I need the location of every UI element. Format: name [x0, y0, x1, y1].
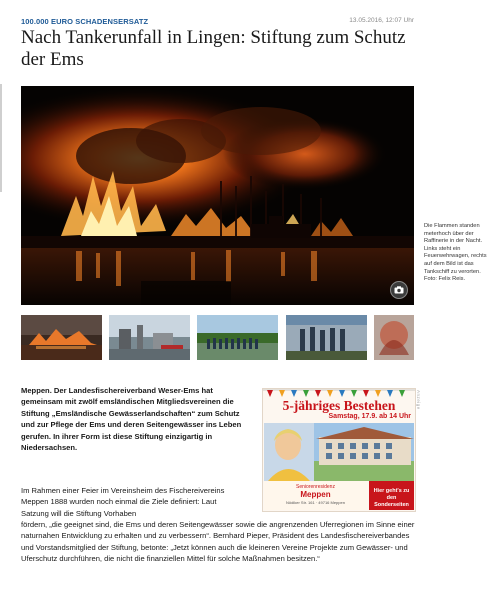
ad-subtitle: Samstag, 17.9. ab 14 Uhr — [328, 413, 411, 420]
ad-cta-label: Hier geht's zu den Sonderseiten — [373, 488, 410, 508]
ad-photo — [264, 423, 414, 481]
hero-image[interactable] — [21, 86, 414, 305]
article-body-intro: Im Rahmen einer Feier im Vereinsheim des Fischereivereins Meppen 1888 wurden noch einmal die Ziele definiert: Laut Satzung will die Stiftung Vorhaben — [21, 486, 225, 518]
thumbnail-1[interactable] — [21, 315, 102, 360]
bunting-decoration — [263, 389, 415, 398]
thumbnail-5[interactable] — [374, 315, 414, 360]
ad-residence-name: Meppen — [300, 490, 331, 499]
thumbnail-strip — [21, 315, 414, 361]
article-lead: Meppen. Der Landesfischereiverband Weser-Ems hat gemeinsam mit zwölf emsländischen Mitgliedsvereinen die Stiftung „Emsländische Gewässerlandschaften“ zum Schutz und zur Pflege der Ems und deren Seitengewässer ins Leben gerufen. In ihrer Form ist diese Stiftung einzigartig in Niedersachsen. — [21, 386, 242, 453]
side-scroll-indicator — [0, 84, 2, 192]
article-title: Nach Tankerunfall in Lingen: Stiftung zum Schutz der Ems — [21, 27, 406, 70]
article-date: 13.05.2016, 12:07 Uhr — [349, 17, 414, 24]
ad-title: 5-jähriges Bestehen — [282, 398, 396, 413]
gallery-button[interactable] — [390, 281, 408, 299]
article-kicker: 100.000 EURO SCHADENSERSATZ — [21, 17, 149, 26]
ad-cta-button[interactable] — [369, 481, 414, 510]
ad-residence-box — [264, 481, 367, 510]
ad-residence-label: Seniorenresidenz — [296, 484, 335, 490]
advertisement[interactable] — [262, 388, 416, 512]
thumbnail-3[interactable] — [197, 315, 278, 360]
ad-label: Anzeige — [416, 390, 421, 410]
camera-icon — [394, 286, 404, 294]
image-caption: Die Flammen standen meterhoch über der Raffinerie in der Nacht. Links steht ein Feuerwehrwagen, rechts auf dem Bild ist das Tankschiff zu verorten. Foto: Felix Reis. — [424, 223, 487, 283]
thumbnail-4[interactable] — [286, 315, 367, 360]
fire-photo — [21, 86, 414, 305]
thumbnail-2[interactable] — [109, 315, 190, 360]
ad-residence-address: Nödiker Str. 161 · 49716 Meppen — [286, 500, 345, 505]
article-body-cont: fördern, „die geeignet sind, die Ems und deren Seitengewässer sowie die angrenzenden Uferregionen im Sinne einer naturnahen Entwicklung zu erhalten und zu verbessern“. Bernhard Pieper, Präsident des Landesfischereiverbandes und Vorstandsmitglied der Stiftung, betonte: „Jetzt können auch die kleineren Vereine Projekte zum Gewässer- und Uferschutz durchführen, die nicht die finanziellen Mittel für solche Maßnahmen besitzen.“ — [21, 520, 415, 564]
